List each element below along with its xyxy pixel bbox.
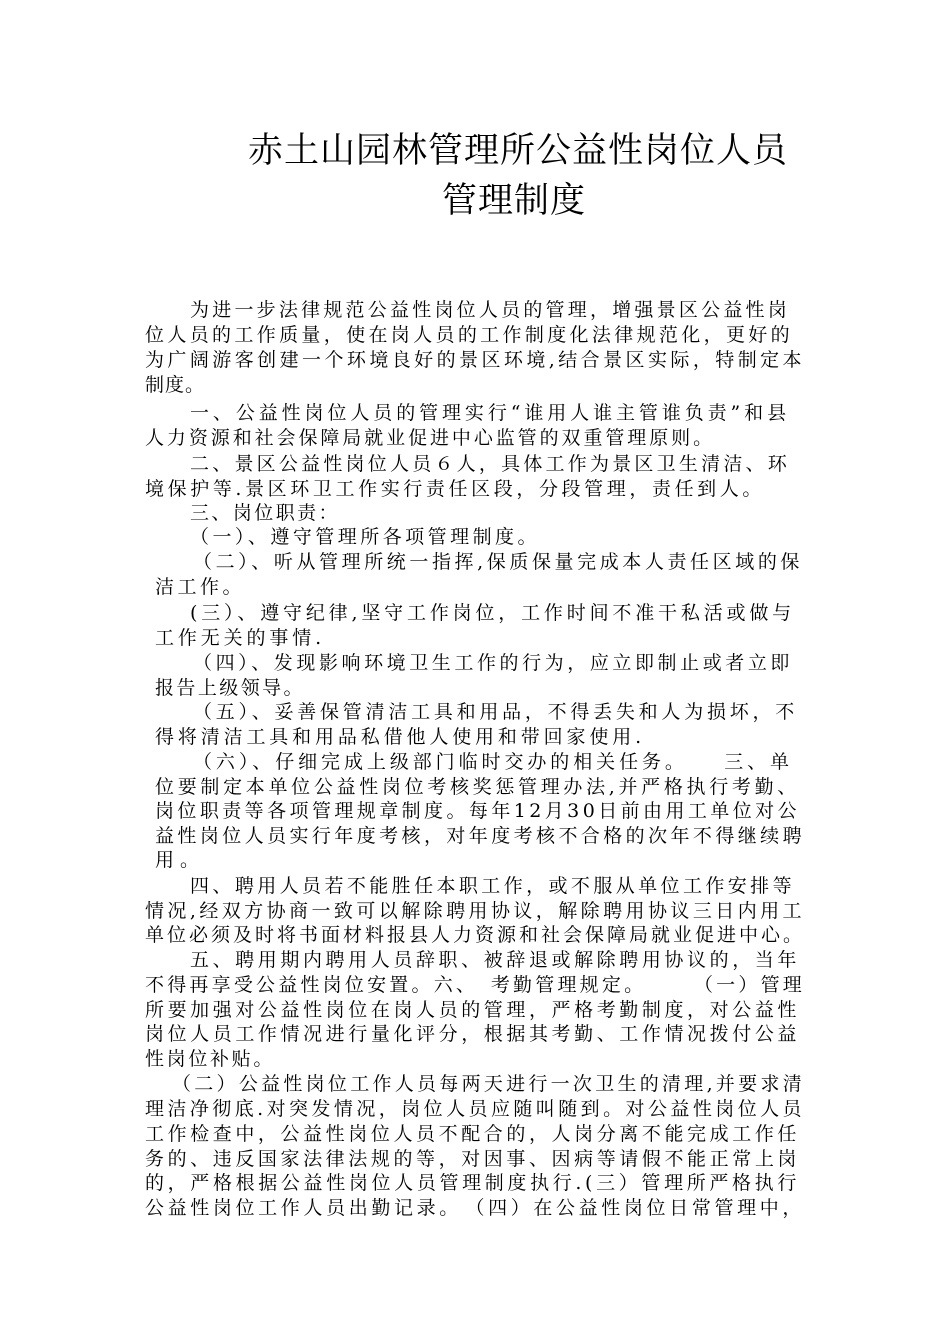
body-line: 制度。 [145,374,205,396]
body-line: 境保护等.景区环卫工作实行责任区段，分段管理，责任到人。 [145,478,765,500]
body-line: （五）、妥善保管清洁工具和用品，不得丢失和人为损坏，不 [193,701,798,723]
body-line: 不得再享受公益性岗位安置。六、 考勤管理规定。 （一）管理 [145,974,805,996]
body-line: （四）、发现影响环境卫生工作的行为，应立即制止或者立即 [193,652,793,674]
body-line: 所要加强对公益性岗位在岗人员的管理，严格考勤制度，对公益性 [145,999,800,1021]
body-line: 四、聘用人员若不能胜任本职工作，或不服从单位工作安排等 [190,875,795,897]
body-line: 为进一步法律规范公益性岗位人员的管理，增强景区公益性岗 [190,299,790,321]
body-line: 性岗位补贴。 [145,1048,275,1070]
body-line: 二、景区公益性岗位人员６人，具体工作为景区卫生清洁、环 [190,453,790,475]
body-line: 岗位人员工作情况进行量化评分，根据其考勤、工作情况拨付公益 [145,1023,800,1045]
body-line: 一、公益性岗位人员的管理实行“谁用人谁主管谁负责”和县 [190,402,790,424]
body-line: 理洁净彻底.对突发情况，岗位人员应随叫随到。对公益性岗位人员 [145,1098,805,1120]
body-line: （一）、遵守管理所各项管理制度。 [190,526,540,548]
body-line: （二）公益性岗位工作人员每两天进行一次卫生的清理,并要求清 [172,1073,805,1095]
body-line: 用。 [155,849,205,871]
body-line: (三）、遵守纪律,坚守工作岗位，工作时间不准干私活或做与 [190,602,795,624]
body-line: （二）、听从管理所统一指挥,保质保量完成本人责任区域的保 [193,551,803,573]
body-line: 洁工作。 [155,576,245,598]
body-line: 为广阔游客创建一个环境良好的景区环境,结合景区实际，特制定本 [145,349,805,371]
body-line: 位人员的工作质量，使在岗人员的工作制度化法律规范化，更好的 [145,324,793,346]
body-line: 五、聘用期内聘用人员辞职、被辞退或解除聘用协议的，当年 [190,949,800,971]
body-line: 得将清洁工具和用品私借他人使用和带回家使用. [155,726,645,748]
body-line: 位要制定本单位公益性岗位考核奖惩管理办法,并严格执行考勤、 [155,776,800,798]
body-line: 岗位职责等各项管理规章制度。每年12月30日前由用工单位对公 [155,800,800,822]
body-line: 的，严格根据公益性岗位人员管理制度执行.(三）管理所严格执行 [145,1172,800,1194]
body-line: 单位必须及时将书面材料报县人力资源和社会保障局就业促进中心。 [145,924,805,946]
body-line: 益性岗位人员实行年度考核，对年度考核不合格的次年不得继续聘 [155,825,805,847]
body-line: （六）、仔细完成上级部门临时交办的相关任务。 三、单 [193,751,793,773]
body-line: 工作无关的事情. [155,627,325,649]
body-line: 三、岗位职责： [190,502,340,524]
body-line: 报告上级领导。 [155,677,305,699]
body-line: 工作检查中，公益性岗位人员不配合的，人岗分离不能完成工作任 [145,1123,800,1145]
body-line: 公益性岗位工作人员出勤记录。 （四）在公益性岗位日常管理中， [145,1197,805,1219]
document-title-line-2: 管理制度 [442,181,587,221]
body-line: 情况,经双方协商一致可以解除聘用协议，解除聘用协议三日内用工 [145,900,805,922]
body-line: 务的、违反国家法律法规的等，对因事、因病等请假不能正常上岗 [145,1148,800,1170]
document-title-line-1: 赤土山园林管理所公益性岗位人员 [248,131,789,171]
body-line: 人力资源和社会保障局就业促进中心监管的双重管理原则。 [145,427,715,449]
